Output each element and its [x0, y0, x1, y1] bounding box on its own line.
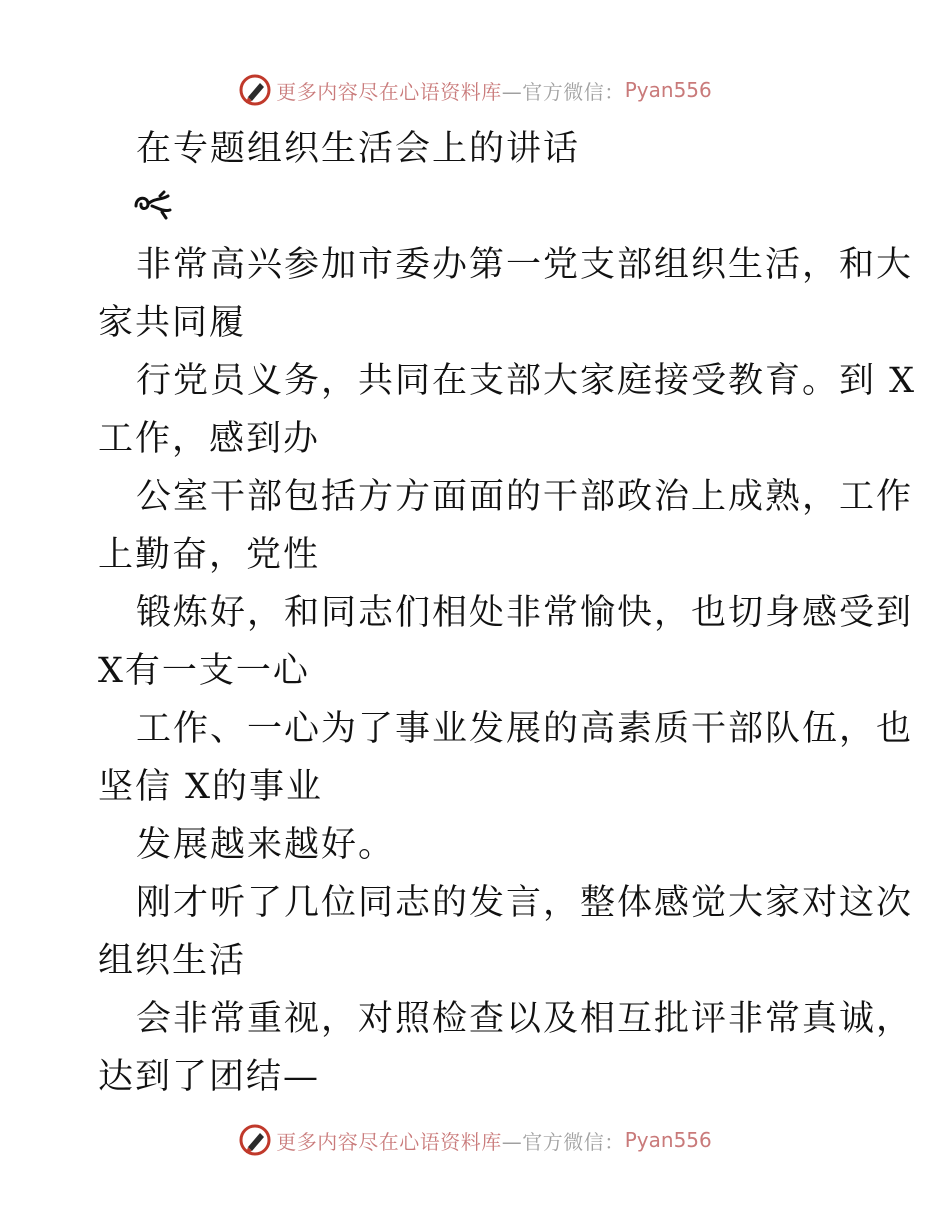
paragraph-line: 刚才听了几位同志的发言，整体感觉大家对这次: [136, 883, 914, 923]
paragraph-line: 坚信 X的事业: [98, 767, 324, 807]
paragraph-line: 家共同履: [98, 303, 247, 343]
paragraph-line: 发展越来越好。: [136, 825, 396, 865]
footer-banner: [0, 1120, 950, 1160]
pen-nib-logo-icon: [238, 1123, 272, 1157]
banner-site-text: 更多内容尽在心语资料库: [276, 79, 502, 104]
banner-dash-text: —官方微信：: [501, 79, 625, 104]
document-body: [98, 120, 917, 1106]
banner-dash-text: —官方微信：: [501, 1129, 625, 1154]
paragraph-line: 会非常重视，对照检查以及相互批评非常真诚，: [136, 999, 914, 1039]
paragraph-line: 达到了团结—: [98, 1057, 321, 1097]
paragraph-line: 工作、一心为了事业发展的高素质干部队伍，也: [136, 709, 914, 749]
document-title: 在专题组织生活会上的讲话: [136, 129, 581, 169]
paragraph-line: 公室干部包括方方面面的干部政治上成熟，工作: [136, 477, 914, 517]
banner-wechat-id: Pyan556: [624, 78, 712, 102]
paragraph-line: 行党员义务，共同在支部大家庭接受教育。到 X: [136, 361, 917, 401]
pen-nib-logo-icon: [238, 73, 272, 107]
banner-wechat-id: Pyan556: [624, 1128, 712, 1152]
paragraph-line: 上勤奋，党性: [98, 535, 321, 575]
ornament-spacer: [98, 178, 858, 236]
paragraph-line: X有一支一心: [98, 651, 310, 691]
paragraph-line: 非常高兴参加市委办第一党支部组织生活，和大: [136, 245, 914, 285]
header-banner: [0, 70, 950, 110]
paragraph-line: 组织生活: [98, 941, 247, 981]
paragraph-line: 锻炼好，和同志们相处非常愉快，也切身感受到: [136, 593, 914, 633]
banner-site-text: 更多内容尽在心语资料库: [276, 1129, 502, 1154]
paragraph-line: 工作，感到办: [98, 419, 321, 459]
